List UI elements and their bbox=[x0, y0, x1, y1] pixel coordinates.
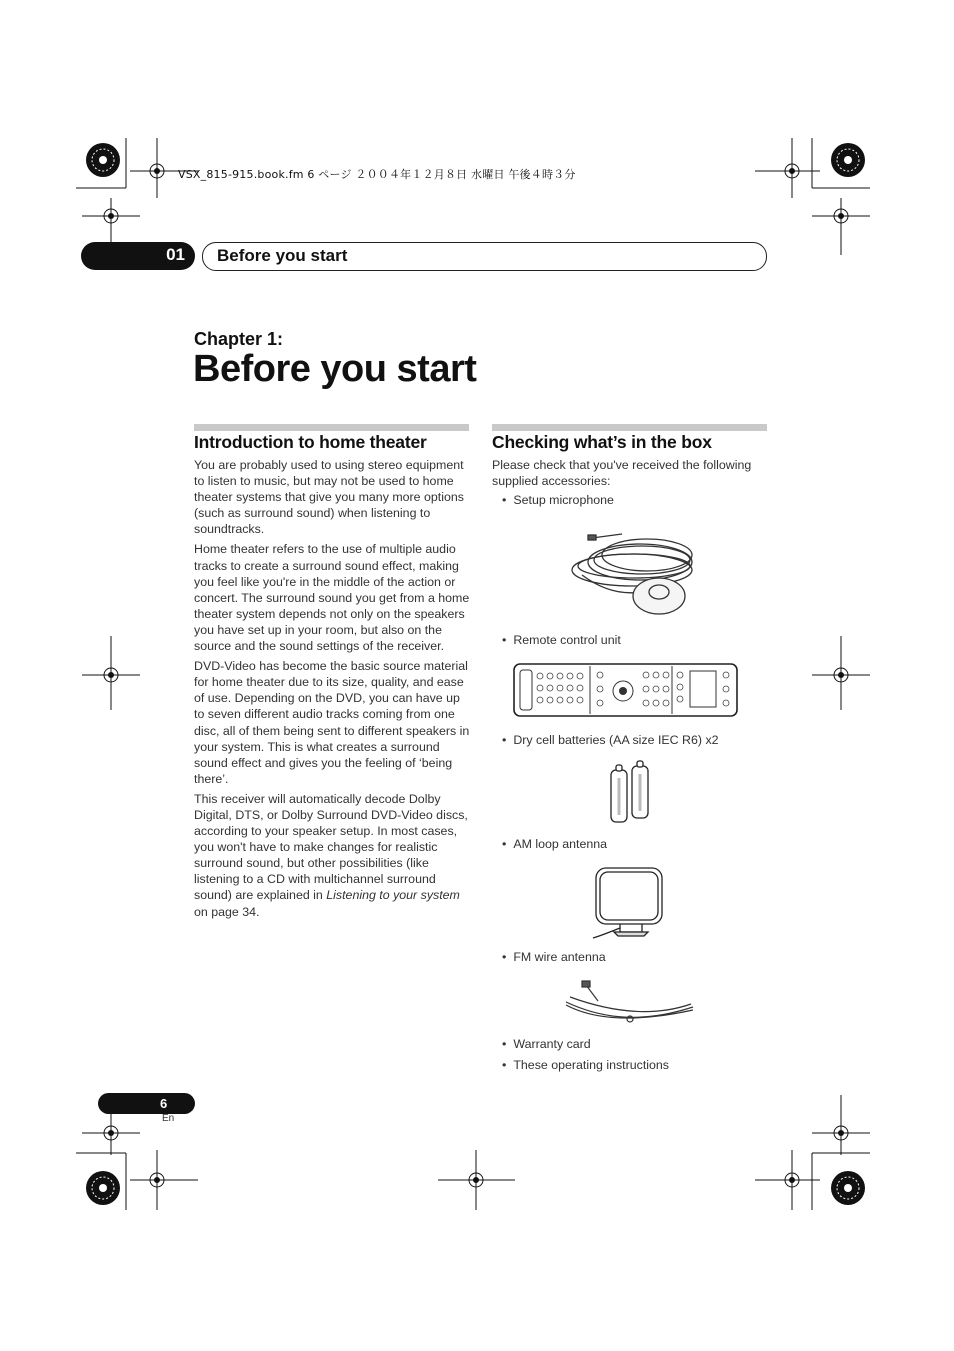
running-header bbox=[202, 242, 767, 271]
intro-paragraph-4-text: This receiver will automatically decode Dolby Digital, DTS, or Dolby Surround DVD-Video discs, according to your speaker setup. In most cases, you won't have to make changes for realistic surround sound, but other possibilities (like listening to a CD with multichannel surround sound) are explained in bbox=[194, 791, 468, 903]
cross-reference: Listening to your system bbox=[326, 888, 460, 903]
section-rule-right bbox=[492, 424, 767, 431]
box-item: • Warranty card bbox=[502, 1037, 591, 1051]
box-item: • Setup microphone bbox=[502, 493, 614, 507]
running-header-title: Before you start bbox=[217, 246, 348, 265]
language-code: En bbox=[162, 1113, 175, 1124]
intro-paragraph-1: You are probably used to using stereo equipment to listen to music, but may not be used to home theater systems that give you many more options (such as surround sound) when listening to soundtracks. bbox=[194, 458, 464, 537]
box-item: • FM wire antenna bbox=[502, 950, 606, 964]
fm-wire-antenna-illustration bbox=[558, 977, 703, 1027]
remote-control-illustration bbox=[510, 661, 742, 721]
box-heading: Checking what’s in the box bbox=[492, 432, 712, 452]
intro-paragraph-4-tail: on page 34. bbox=[194, 904, 260, 919]
am-loop-antenna-illustration bbox=[590, 862, 670, 942]
chapter-label: Chapter 1: bbox=[194, 329, 284, 349]
print-slug: VSX_815-915.book.fm 6 ページ ２００４年１２月８日 水曜日 午後４時３分 bbox=[178, 168, 576, 181]
chapter-number-tab bbox=[81, 242, 195, 270]
box-item: • Remote control unit bbox=[502, 633, 621, 647]
page-number: 6 bbox=[160, 1096, 168, 1111]
intro-heading: Introduction to home theater bbox=[194, 432, 427, 452]
intro-paragraph-4 bbox=[194, 791, 470, 920]
intro-paragraph-3: DVD-Video has become the basic source material for home theater due to its size, quality, and ease of use. Depending on the DVD, you can have up to seven different audio tracks coming from one disc, all of them being sent to different speakers in your system. This is what creates a surround sound effect and gives you the feeling of ‘being there’. bbox=[194, 659, 470, 786]
section-rule-left bbox=[194, 424, 469, 431]
chapter-title: Before you start bbox=[193, 348, 477, 390]
intro-paragraph-2: Home theater refers to the use of multiple audio tracks to create a surround sound effect, making you feel like you're in the middle of the action or concert. The surround sound you get from a home theater system depends not only on the speakers you have set up in your room, but also on the source and the sound settings of the receiver. bbox=[194, 542, 470, 654]
box-intro: Please check that you've received the following supplied accessories: bbox=[492, 458, 752, 489]
box-item: • AM loop antenna bbox=[502, 837, 607, 851]
box-item: • Dry cell batteries (AA size IEC R6) x2 bbox=[502, 733, 719, 747]
box-item: • These operating instructions bbox=[502, 1058, 669, 1072]
chapter-number: 01 bbox=[166, 245, 185, 264]
batteries-illustration bbox=[608, 760, 658, 826]
page-number-tab bbox=[98, 1093, 195, 1114]
intro-body bbox=[194, 457, 470, 924]
setup-microphone-illustration bbox=[562, 520, 702, 620]
